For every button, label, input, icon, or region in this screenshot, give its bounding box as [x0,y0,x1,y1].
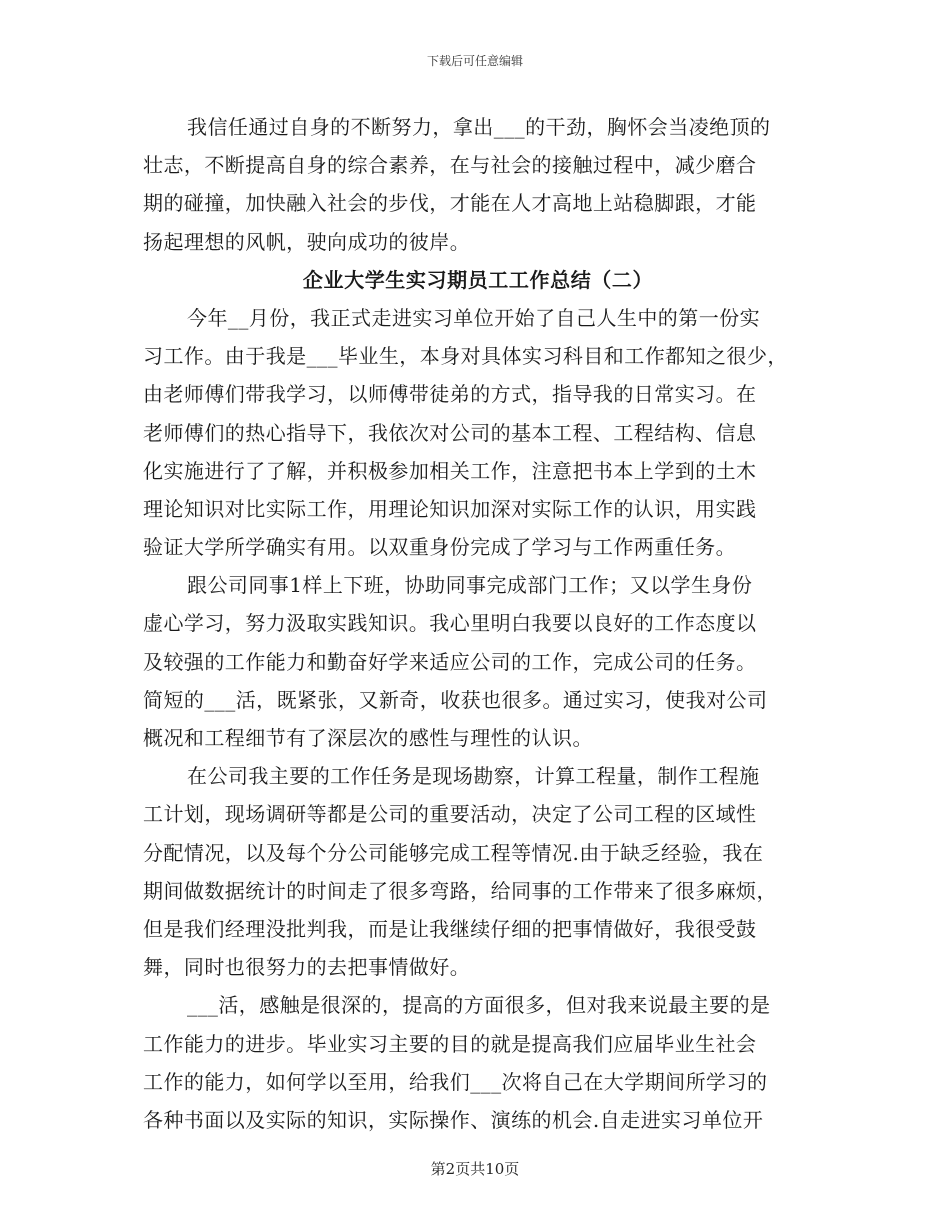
section-heading: 企业大学生实习期员工工作总结（二） [302,267,654,292]
paragraph-line: 化实施进行了了解，并积极参加相关工作，注意把书本上学到的土木 [143,458,757,483]
paragraph-line: 但是我们经理没批判我，而是让我继续仔细的把事情做好，我很受鼓 [143,916,757,941]
paragraph-line: 理论知识对比实际工作，用理论知识加深对实际工作的认识，用实践 [143,496,757,521]
page-number-footer: 第2页共10页 [430,1160,520,1178]
paragraph-line: 及较强的工作能力和勤奋好学来适应公司的工作，完成公司的任务。 [143,649,757,674]
paragraph-line: 工作的能力，如何学以至用，给我们___次将自己在大学期间所学习的 [143,1069,768,1094]
paragraph-line: 今年__月份，我正式走进实习单位开始了自己人生中的第一份实 [187,305,761,330]
paragraph-line: 虚心学习，努力汲取实践知识。我心里明白我要以良好的工作态度以 [143,611,757,636]
paragraph-line: 工计划，现场调研等都是公司的重要活动，决定了公司工程的区域性 [143,802,757,827]
document-body [143,108,813,1139]
paragraph-line: 由老师傅们带我学习，以师傅带徒弟的方式，指导我的日常实习。在 [143,382,757,407]
paragraph-line: 跟公司同事1样上下班，协助同事完成部门工作；又以学生身份 [187,573,753,598]
paragraph-line: 习工作。由于我是___毕业生，本身对具体实习科目和工作都知之很少， [143,344,788,369]
paragraph-line: 各种书面以及实际的知识，实际操作、演练的机会.自走进实习单位开 [143,1107,764,1132]
paragraph-line: 在公司我主要的工作任务是现场勘察，计算工程量，制作工程施 [187,764,760,789]
paragraph-line: 期的碰撞，加快融入社会的步伐，才能在人才高地上站稳脚跟，才能 [143,191,757,216]
paragraph-line: 分配情况，以及每个分公司能够完成工程等情况.由于缺乏经验，我在 [143,840,764,865]
paragraph-line: 我信任通过自身的不断努力，拿出___的干劲，胸怀会当凌绝顶的 [187,115,771,139]
paragraph-line: 概况和工程细节有了深层次的感性与理性的认识。 [143,726,593,750]
paragraph-line: 工作能力的进步。毕业实习主要的目的就是提高我们应届毕业生社会 [143,1031,757,1056]
page-header: 下载后可任意编辑 [426,54,523,68]
paragraph-line: 简短的___活，既紧张，又新奇，收获也很多。通过实习，使我对公司 [143,687,768,712]
paragraph-line: 期间做数据统计的时间走了很多弯路，给同事的工作带来了很多麻烦， [143,878,777,903]
paragraph-line: ___活，感触是很深的，提高的方面很多，但对我来说最主要的是 [187,993,771,1018]
paragraph-line: 扬起理想的风帆，驶向成功的彼岸。 [143,229,471,254]
paragraph-line: 老师傅们的热心指导下，我依次对公司的基本工程、工程结构、信息 [143,420,757,445]
paragraph-line: 舞，同时也很努力的去把事情做好。 [143,955,471,980]
paragraph-line: 验证大学所学确实有用。以双重身份完成了学习与工作两重任务。 [143,535,737,560]
paragraph-line: 壮志，不断提高自身的综合素养，在与社会的接触过程中，减少磨合 [143,153,757,178]
